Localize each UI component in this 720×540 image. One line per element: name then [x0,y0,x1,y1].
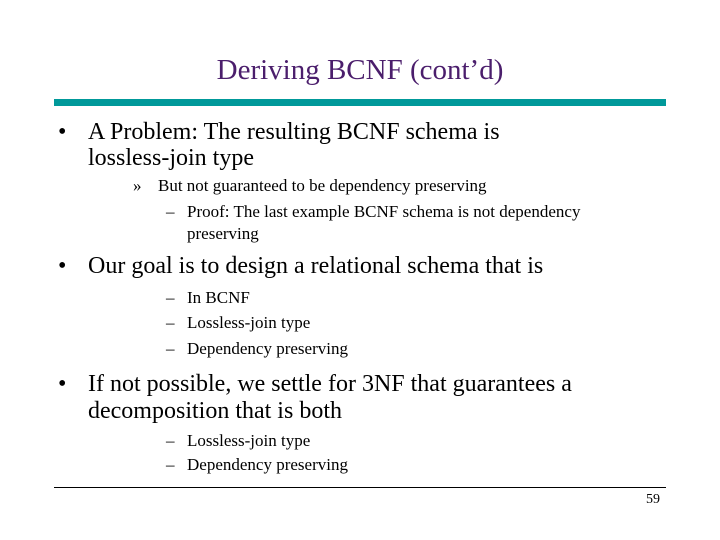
dash-marker: – [166,455,175,474]
dash-marker: – [166,288,175,307]
bullet3-item: Lossless-join type [187,431,311,450]
bullet2-item: Lossless-join type [187,313,311,332]
bullet3-item: Dependency preserving [187,455,348,474]
bullet1-subsub-line2: preserving [187,224,259,243]
bullet2-text: Our goal is to design a relational schema that is [88,253,544,279]
bullet1-subsub-line1: Proof: The last example BCNF schema is not dependency [187,202,581,221]
bullet-marker: • [58,253,67,279]
bullet-marker: • [58,119,67,145]
bullet3-line2: decomposition that is both [88,398,342,424]
dash-marker: – [166,431,175,450]
footer-divider [54,487,666,488]
bullet3-line1: If not possible, we settle for 3NF that guarantees a [88,371,572,397]
title-divider [54,99,666,106]
bullet-marker: • [58,371,67,397]
bullet1-line1: A Problem: The resulting BCNF schema is [88,119,500,145]
bullet1-line2: lossless-join type [88,145,254,171]
page-number: 59 [646,492,660,507]
sub-bullet-marker: » [133,176,142,195]
dash-marker: – [166,202,175,221]
dash-marker: – [166,339,175,358]
dash-marker: – [166,313,175,332]
bullet1-sub-text: But not guaranteed to be dependency preserving [158,176,487,195]
bullet2-item: In BCNF [187,288,250,307]
bullet2-item: Dependency preserving [187,339,348,358]
slide-title: Deriving BCNF (cont’d) [216,54,504,86]
